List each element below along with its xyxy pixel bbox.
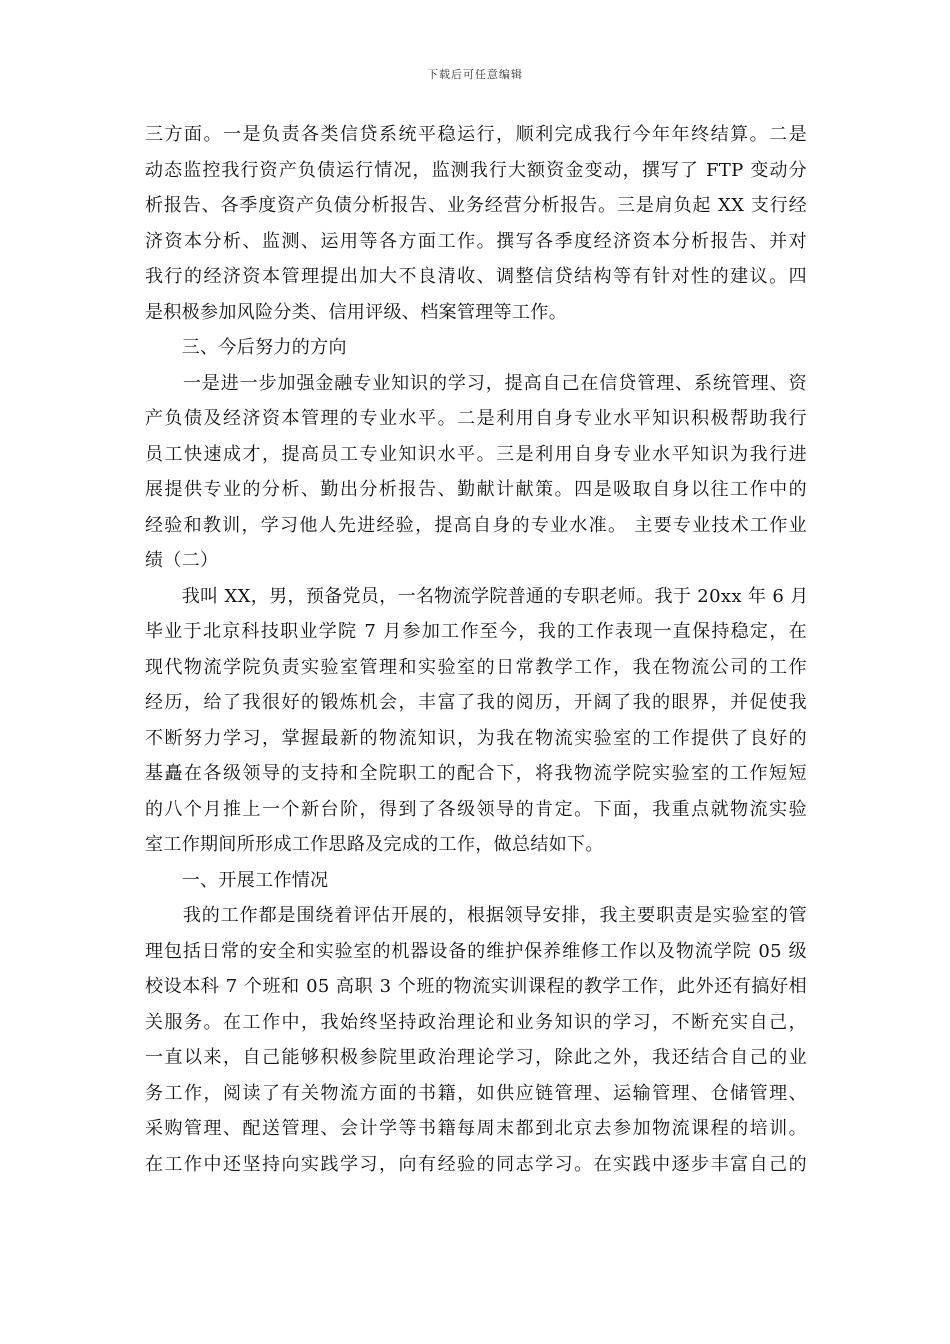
text-line: 济资本分析、监测、运用等各方面工作。撰写各季度经济资本分析报告、并对 xyxy=(145,230,807,252)
text-line: 毕业于北京科技职业学院 7 月参加工作至今，我的工作表现一直保持稳定，在 xyxy=(145,621,807,642)
text-line: 理包括日常的安全和实验室的机器设备的维护保养维修工作以及物流学院 05 级 xyxy=(145,940,807,962)
text-line: 一、开展工作情况 xyxy=(145,869,329,891)
text-line: 员工快速成才，提高员工专业知识水平。三是利用自身专业水平知识为我行进 xyxy=(145,443,807,465)
text-line: 产负债及经济资本管理的专业水平。二是利用自身专业水平知识积极帮助我行 xyxy=(145,408,807,429)
text-line: 经验和教训，学习他人先进经验，提高自身的专业水准。 主要专业技术工作业 xyxy=(145,514,807,536)
text-line: 经历，给了我很好的锻炼机会，丰富了我的阅历，开阔了我的眼界，并促使我 xyxy=(145,692,807,713)
text-line: 一直以来，自己能够积极参院里政治理论学习，除此之外，我还结合自己的业 xyxy=(145,1047,807,1068)
text-line: 校设本科 7 个班和 05 高职 3 个班的物流实训课程的教学工作，此外还有搞好相 xyxy=(145,976,807,997)
text-line: 三方面。一是负责各类信贷系统平稳运行，顺利完成我行今年年终结算。二是 xyxy=(145,124,807,145)
text-line: 展提供专业的分析、勤出分析报告、勤献计献策。四是吸取自身以往工作中的 xyxy=(145,479,807,500)
page-header: 下载后可任意编辑 xyxy=(427,68,523,81)
text-line: 我行的经济资本管理提出加大不良清收、调整信贷结构等有针对性的建议。四 xyxy=(145,266,807,287)
text-line: 采购管理、配送管理、会计学等书籍每周末都到北京去参加物流课程的培训。 xyxy=(145,1118,807,1139)
text-line: 动态监控我行资产负债运行情况，监测我行大额资金变动，撰写了 FTP 变动分 xyxy=(145,159,807,181)
text-line: 三、今后努力的方向 xyxy=(145,337,347,358)
text-line: 室工作期间所形成工作思路及完成的工作，做总结如下。 xyxy=(145,834,604,855)
text-line: 现代物流学院负责实验室管理和实验室的日常教学工作，我在物流公司的工作 xyxy=(145,656,807,678)
text-line: 关服务。在工作中，我始终坚持政治理论和业务知识的学习，不断充实自己， xyxy=(145,1011,807,1033)
text-line: 一是进一步加强金融专业知识的学习，提高自己在信贷管理、系统管理、资 xyxy=(145,372,807,394)
text-line: 析报告、各季度资产负债分析报告、业务经营分析报告。三是肩负起 XX 支行经 xyxy=(145,195,807,216)
text-line: 是积极参加风险分类、信用评级、档案管理等工作。 xyxy=(145,301,568,323)
text-line: 绩（二） xyxy=(145,550,219,571)
text-line: 基矗在各级领导的支持和全院职工的配合下，将我物流学院实验室的工作短短 xyxy=(145,763,807,784)
text-line: 我的工作都是围绕着评估开展的，根据领导安排，我主要职责是实验室的管 xyxy=(145,905,807,926)
text-line: 在工作中还坚持向实践学习，向有经验的同志学习。在实践中逐步丰富自己的 xyxy=(145,1153,807,1175)
text-line: 我叫 XX，男，预备党员，一名物流学院普通的专职老师。我于 20xx 年 6 月 xyxy=(145,585,809,607)
text-line: 的八个月推上一个新台阶，得到了各级领导的肯定。下面，我重点就物流实验 xyxy=(145,798,807,820)
text-line: 不断努力学习，掌握最新的物流知识，为我在物流实验室的工作提供了良好的 xyxy=(145,727,807,749)
text-line: 务工作，阅读了有关物流方面的书籍，如供应链管理、运输管理、仓储管理、 xyxy=(145,1082,807,1104)
document-body xyxy=(145,117,807,1182)
